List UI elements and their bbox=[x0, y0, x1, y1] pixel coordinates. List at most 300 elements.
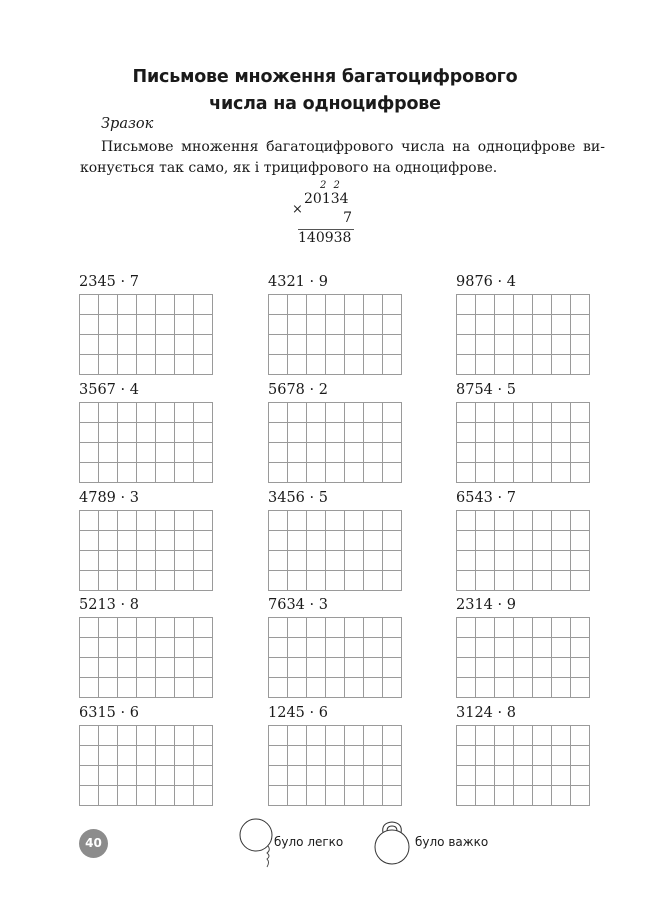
grid-cell[interactable] bbox=[288, 355, 307, 375]
grid-cell[interactable] bbox=[457, 551, 476, 571]
grid-cell[interactable] bbox=[495, 511, 514, 531]
grid-cell[interactable] bbox=[175, 726, 194, 746]
grid-cell[interactable] bbox=[137, 403, 156, 423]
grid-cell[interactable] bbox=[495, 766, 514, 786]
grid-cell[interactable] bbox=[288, 746, 307, 766]
grid-cell[interactable] bbox=[552, 726, 571, 746]
grid-cell[interactable] bbox=[307, 403, 326, 423]
grid-cell[interactable] bbox=[326, 531, 345, 551]
grid-cell[interactable] bbox=[307, 443, 326, 463]
grid-cell[interactable] bbox=[476, 531, 495, 551]
answer-grid[interactable] bbox=[268, 294, 402, 375]
grid-cell[interactable] bbox=[269, 638, 288, 658]
grid-cell[interactable] bbox=[457, 403, 476, 423]
grid-cell[interactable] bbox=[514, 786, 533, 806]
grid-cell[interactable] bbox=[345, 463, 364, 483]
grid-cell[interactable] bbox=[99, 335, 118, 355]
grid-cell[interactable] bbox=[288, 658, 307, 678]
grid-cell[interactable] bbox=[99, 511, 118, 531]
grid-cell[interactable] bbox=[269, 295, 288, 315]
grid-cell[interactable] bbox=[99, 403, 118, 423]
grid-cell[interactable] bbox=[288, 618, 307, 638]
grid-cell[interactable] bbox=[288, 726, 307, 746]
grid-cell[interactable] bbox=[571, 571, 590, 591]
grid-cell[interactable] bbox=[326, 511, 345, 531]
grid-cell[interactable] bbox=[194, 571, 213, 591]
grid-cell[interactable] bbox=[269, 678, 288, 698]
grid-cell[interactable] bbox=[552, 423, 571, 443]
grid-cell[interactable] bbox=[345, 531, 364, 551]
grid-cell[interactable] bbox=[156, 403, 175, 423]
grid-cell[interactable] bbox=[552, 315, 571, 335]
grid-cell[interactable] bbox=[457, 678, 476, 698]
grid-cell[interactable] bbox=[194, 403, 213, 423]
grid-cell[interactable] bbox=[552, 463, 571, 483]
grid-cell[interactable] bbox=[175, 678, 194, 698]
grid-cell[interactable] bbox=[326, 571, 345, 591]
grid-cell[interactable] bbox=[156, 746, 175, 766]
grid-cell[interactable] bbox=[383, 658, 402, 678]
grid-cell[interactable] bbox=[514, 571, 533, 591]
grid-cell[interactable] bbox=[288, 463, 307, 483]
grid-cell[interactable] bbox=[383, 618, 402, 638]
grid-cell[interactable] bbox=[99, 551, 118, 571]
grid-cell[interactable] bbox=[476, 403, 495, 423]
grid-cell[interactable] bbox=[533, 355, 552, 375]
grid-cell[interactable] bbox=[326, 355, 345, 375]
grid-cell[interactable] bbox=[476, 618, 495, 638]
grid-cell[interactable] bbox=[288, 315, 307, 335]
grid-cell[interactable] bbox=[194, 678, 213, 698]
grid-cell[interactable] bbox=[457, 463, 476, 483]
grid-cell[interactable] bbox=[571, 355, 590, 375]
grid-cell[interactable] bbox=[476, 551, 495, 571]
grid-cell[interactable] bbox=[307, 571, 326, 591]
grid-cell[interactable] bbox=[571, 618, 590, 638]
grid-cell[interactable] bbox=[495, 531, 514, 551]
answer-grid[interactable] bbox=[79, 294, 213, 375]
grid-cell[interactable] bbox=[307, 295, 326, 315]
grid-cell[interactable] bbox=[476, 786, 495, 806]
grid-cell[interactable] bbox=[175, 618, 194, 638]
grid-cell[interactable] bbox=[156, 511, 175, 531]
grid-cell[interactable] bbox=[533, 638, 552, 658]
grid-cell[interactable] bbox=[137, 726, 156, 746]
grid-cell[interactable] bbox=[156, 423, 175, 443]
answer-grid[interactable] bbox=[456, 402, 590, 483]
grid-cell[interactable] bbox=[533, 403, 552, 423]
grid-cell[interactable] bbox=[552, 335, 571, 355]
grid-cell[interactable] bbox=[307, 618, 326, 638]
grid-cell[interactable] bbox=[118, 531, 137, 551]
grid-cell[interactable] bbox=[364, 295, 383, 315]
grid-cell[interactable] bbox=[533, 786, 552, 806]
grid-cell[interactable] bbox=[288, 443, 307, 463]
grid-cell[interactable] bbox=[383, 786, 402, 806]
grid-cell[interactable] bbox=[137, 511, 156, 531]
grid-cell[interactable] bbox=[307, 746, 326, 766]
grid-cell[interactable] bbox=[156, 766, 175, 786]
grid-cell[interactable] bbox=[495, 746, 514, 766]
grid-cell[interactable] bbox=[80, 443, 99, 463]
grid-cell[interactable] bbox=[118, 511, 137, 531]
grid-cell[interactable] bbox=[326, 678, 345, 698]
grid-cell[interactable] bbox=[99, 658, 118, 678]
grid-cell[interactable] bbox=[175, 463, 194, 483]
grid-cell[interactable] bbox=[326, 638, 345, 658]
grid-cell[interactable] bbox=[364, 658, 383, 678]
grid-cell[interactable] bbox=[118, 295, 137, 315]
grid-cell[interactable] bbox=[326, 335, 345, 355]
grid-cell[interactable] bbox=[156, 658, 175, 678]
grid-cell[interactable] bbox=[307, 551, 326, 571]
grid-cell[interactable] bbox=[476, 511, 495, 531]
grid-cell[interactable] bbox=[326, 295, 345, 315]
grid-cell[interactable] bbox=[288, 423, 307, 443]
grid-cell[interactable] bbox=[476, 726, 495, 746]
grid-cell[interactable] bbox=[175, 571, 194, 591]
grid-cell[interactable] bbox=[118, 443, 137, 463]
grid-cell[interactable] bbox=[80, 335, 99, 355]
grid-cell[interactable] bbox=[345, 618, 364, 638]
grid-cell[interactable] bbox=[137, 678, 156, 698]
grid-cell[interactable] bbox=[175, 551, 194, 571]
grid-cell[interactable] bbox=[194, 423, 213, 443]
grid-cell[interactable] bbox=[457, 443, 476, 463]
grid-cell[interactable] bbox=[533, 463, 552, 483]
grid-cell[interactable] bbox=[80, 678, 99, 698]
grid-cell[interactable] bbox=[571, 335, 590, 355]
grid-cell[interactable] bbox=[269, 618, 288, 638]
grid-cell[interactable] bbox=[345, 423, 364, 443]
grid-cell[interactable] bbox=[156, 618, 175, 638]
grid-cell[interactable] bbox=[514, 403, 533, 423]
grid-cell[interactable] bbox=[137, 766, 156, 786]
grid-cell[interactable] bbox=[476, 443, 495, 463]
grid-cell[interactable] bbox=[514, 315, 533, 335]
grid-cell[interactable] bbox=[364, 746, 383, 766]
grid-cell[interactable] bbox=[269, 335, 288, 355]
grid-cell[interactable] bbox=[364, 678, 383, 698]
grid-cell[interactable] bbox=[533, 443, 552, 463]
grid-cell[interactable] bbox=[571, 678, 590, 698]
grid-cell[interactable] bbox=[533, 658, 552, 678]
grid-cell[interactable] bbox=[118, 423, 137, 443]
grid-cell[interactable] bbox=[137, 295, 156, 315]
grid-cell[interactable] bbox=[457, 335, 476, 355]
grid-cell[interactable] bbox=[269, 443, 288, 463]
grid-cell[interactable] bbox=[533, 295, 552, 315]
grid-cell[interactable] bbox=[194, 443, 213, 463]
grid-cell[interactable] bbox=[364, 335, 383, 355]
grid-cell[interactable] bbox=[175, 335, 194, 355]
grid-cell[interactable] bbox=[571, 423, 590, 443]
grid-cell[interactable] bbox=[495, 726, 514, 746]
grid-cell[interactable] bbox=[288, 766, 307, 786]
grid-cell[interactable] bbox=[269, 658, 288, 678]
grid-cell[interactable] bbox=[175, 766, 194, 786]
grid-cell[interactable] bbox=[194, 766, 213, 786]
answer-grid[interactable] bbox=[268, 402, 402, 483]
grid-cell[interactable] bbox=[345, 315, 364, 335]
grid-cell[interactable] bbox=[476, 423, 495, 443]
grid-cell[interactable] bbox=[194, 315, 213, 335]
grid-cell[interactable] bbox=[137, 335, 156, 355]
grid-cell[interactable] bbox=[175, 295, 194, 315]
grid-cell[interactable] bbox=[571, 531, 590, 551]
grid-cell[interactable] bbox=[571, 786, 590, 806]
grid-cell[interactable] bbox=[99, 463, 118, 483]
grid-cell[interactable] bbox=[571, 315, 590, 335]
grid-cell[interactable] bbox=[514, 658, 533, 678]
grid-cell[interactable] bbox=[514, 463, 533, 483]
grid-cell[interactable] bbox=[175, 315, 194, 335]
grid-cell[interactable] bbox=[571, 551, 590, 571]
grid-cell[interactable] bbox=[194, 726, 213, 746]
grid-cell[interactable] bbox=[307, 355, 326, 375]
grid-cell[interactable] bbox=[269, 551, 288, 571]
grid-cell[interactable] bbox=[495, 315, 514, 335]
grid-cell[interactable] bbox=[156, 355, 175, 375]
grid-cell[interactable] bbox=[288, 678, 307, 698]
grid-cell[interactable] bbox=[533, 618, 552, 638]
grid-cell[interactable] bbox=[326, 463, 345, 483]
grid-cell[interactable] bbox=[175, 786, 194, 806]
grid-cell[interactable] bbox=[345, 658, 364, 678]
grid-cell[interactable] bbox=[383, 463, 402, 483]
grid-cell[interactable] bbox=[457, 726, 476, 746]
grid-cell[interactable] bbox=[288, 786, 307, 806]
grid-cell[interactable] bbox=[326, 658, 345, 678]
grid-cell[interactable] bbox=[495, 571, 514, 591]
grid-cell[interactable] bbox=[533, 315, 552, 335]
grid-cell[interactable] bbox=[552, 618, 571, 638]
grid-cell[interactable] bbox=[156, 295, 175, 315]
grid-cell[interactable] bbox=[571, 511, 590, 531]
grid-cell[interactable] bbox=[364, 315, 383, 335]
grid-cell[interactable] bbox=[552, 355, 571, 375]
grid-cell[interactable] bbox=[457, 786, 476, 806]
grid-cell[interactable] bbox=[80, 786, 99, 806]
grid-cell[interactable] bbox=[383, 315, 402, 335]
grid-cell[interactable] bbox=[457, 618, 476, 638]
grid-cell[interactable] bbox=[345, 335, 364, 355]
grid-cell[interactable] bbox=[307, 766, 326, 786]
grid-cell[interactable] bbox=[194, 551, 213, 571]
grid-cell[interactable] bbox=[514, 618, 533, 638]
grid-cell[interactable] bbox=[137, 618, 156, 638]
grid-cell[interactable] bbox=[552, 511, 571, 531]
grid-cell[interactable] bbox=[571, 638, 590, 658]
grid-cell[interactable] bbox=[269, 726, 288, 746]
grid-cell[interactable] bbox=[194, 746, 213, 766]
grid-cell[interactable] bbox=[552, 551, 571, 571]
grid-cell[interactable] bbox=[194, 355, 213, 375]
grid-cell[interactable] bbox=[194, 638, 213, 658]
grid-cell[interactable] bbox=[364, 726, 383, 746]
grid-cell[interactable] bbox=[345, 355, 364, 375]
answer-grid[interactable] bbox=[456, 294, 590, 375]
grid-cell[interactable] bbox=[118, 355, 137, 375]
rating-easy[interactable] bbox=[238, 815, 358, 875]
grid-cell[interactable] bbox=[571, 403, 590, 423]
grid-cell[interactable] bbox=[137, 315, 156, 335]
grid-cell[interactable] bbox=[137, 638, 156, 658]
grid-cell[interactable] bbox=[269, 766, 288, 786]
grid-cell[interactable] bbox=[99, 726, 118, 746]
grid-cell[interactable] bbox=[552, 403, 571, 423]
grid-cell[interactable] bbox=[364, 531, 383, 551]
grid-cell[interactable] bbox=[80, 551, 99, 571]
grid-cell[interactable] bbox=[345, 786, 364, 806]
grid-cell[interactable] bbox=[326, 618, 345, 638]
grid-cell[interactable] bbox=[80, 726, 99, 746]
grid-cell[interactable] bbox=[364, 403, 383, 423]
grid-cell[interactable] bbox=[383, 531, 402, 551]
grid-cell[interactable] bbox=[99, 746, 118, 766]
grid-cell[interactable] bbox=[288, 295, 307, 315]
grid-cell[interactable] bbox=[80, 463, 99, 483]
grid-cell[interactable] bbox=[345, 551, 364, 571]
grid-cell[interactable] bbox=[80, 531, 99, 551]
grid-cell[interactable] bbox=[326, 315, 345, 335]
grid-cell[interactable] bbox=[476, 295, 495, 315]
grid-cell[interactable] bbox=[175, 355, 194, 375]
grid-cell[interactable] bbox=[383, 295, 402, 315]
grid-cell[interactable] bbox=[288, 638, 307, 658]
grid-cell[interactable] bbox=[476, 746, 495, 766]
grid-cell[interactable] bbox=[514, 355, 533, 375]
grid-cell[interactable] bbox=[80, 315, 99, 335]
grid-cell[interactable] bbox=[383, 726, 402, 746]
grid-cell[interactable] bbox=[495, 678, 514, 698]
grid-cell[interactable] bbox=[288, 531, 307, 551]
grid-cell[interactable] bbox=[80, 403, 99, 423]
grid-cell[interactable] bbox=[495, 551, 514, 571]
grid-cell[interactable] bbox=[495, 638, 514, 658]
grid-cell[interactable] bbox=[156, 315, 175, 335]
grid-cell[interactable] bbox=[383, 678, 402, 698]
grid-cell[interactable] bbox=[118, 571, 137, 591]
grid-cell[interactable] bbox=[345, 403, 364, 423]
grid-cell[interactable] bbox=[364, 511, 383, 531]
grid-cell[interactable] bbox=[533, 726, 552, 746]
grid-cell[interactable] bbox=[118, 746, 137, 766]
grid-cell[interactable] bbox=[533, 746, 552, 766]
grid-cell[interactable] bbox=[364, 423, 383, 443]
grid-cell[interactable] bbox=[326, 443, 345, 463]
grid-cell[interactable] bbox=[80, 423, 99, 443]
grid-cell[interactable] bbox=[457, 658, 476, 678]
grid-cell[interactable] bbox=[156, 551, 175, 571]
grid-cell[interactable] bbox=[118, 766, 137, 786]
grid-cell[interactable] bbox=[345, 766, 364, 786]
grid-cell[interactable] bbox=[476, 571, 495, 591]
grid-cell[interactable] bbox=[269, 571, 288, 591]
grid-cell[interactable] bbox=[364, 638, 383, 658]
grid-cell[interactable] bbox=[514, 551, 533, 571]
grid-cell[interactable] bbox=[514, 511, 533, 531]
grid-cell[interactable] bbox=[345, 746, 364, 766]
grid-cell[interactable] bbox=[457, 531, 476, 551]
grid-cell[interactable] bbox=[495, 463, 514, 483]
grid-cell[interactable] bbox=[552, 443, 571, 463]
grid-cell[interactable] bbox=[457, 638, 476, 658]
grid-cell[interactable] bbox=[383, 403, 402, 423]
grid-cell[interactable] bbox=[326, 786, 345, 806]
grid-cell[interactable] bbox=[326, 551, 345, 571]
grid-cell[interactable] bbox=[514, 638, 533, 658]
grid-cell[interactable] bbox=[137, 423, 156, 443]
grid-cell[interactable] bbox=[307, 335, 326, 355]
grid-cell[interactable] bbox=[383, 423, 402, 443]
grid-cell[interactable] bbox=[99, 355, 118, 375]
grid-cell[interactable] bbox=[383, 335, 402, 355]
grid-cell[interactable] bbox=[118, 618, 137, 638]
grid-cell[interactable] bbox=[552, 571, 571, 591]
grid-cell[interactable] bbox=[80, 658, 99, 678]
grid-cell[interactable] bbox=[383, 551, 402, 571]
grid-cell[interactable] bbox=[533, 678, 552, 698]
grid-cell[interactable] bbox=[476, 335, 495, 355]
grid-cell[interactable] bbox=[495, 618, 514, 638]
grid-cell[interactable] bbox=[175, 531, 194, 551]
grid-cell[interactable] bbox=[552, 678, 571, 698]
grid-cell[interactable] bbox=[175, 403, 194, 423]
grid-cell[interactable] bbox=[269, 315, 288, 335]
grid-cell[interactable] bbox=[194, 786, 213, 806]
answer-grid[interactable] bbox=[456, 510, 590, 591]
grid-cell[interactable] bbox=[118, 315, 137, 335]
grid-cell[interactable] bbox=[457, 423, 476, 443]
grid-cell[interactable] bbox=[194, 658, 213, 678]
grid-cell[interactable] bbox=[175, 443, 194, 463]
grid-cell[interactable] bbox=[383, 355, 402, 375]
grid-cell[interactable] bbox=[307, 678, 326, 698]
grid-cell[interactable] bbox=[383, 571, 402, 591]
grid-cell[interactable] bbox=[571, 726, 590, 746]
grid-cell[interactable] bbox=[476, 315, 495, 335]
grid-cell[interactable] bbox=[137, 531, 156, 551]
grid-cell[interactable] bbox=[326, 766, 345, 786]
answer-grid[interactable] bbox=[268, 510, 402, 591]
grid-cell[interactable] bbox=[156, 443, 175, 463]
grid-cell[interactable] bbox=[514, 335, 533, 355]
grid-cell[interactable] bbox=[457, 571, 476, 591]
grid-cell[interactable] bbox=[345, 571, 364, 591]
grid-cell[interactable] bbox=[269, 511, 288, 531]
grid-cell[interactable] bbox=[345, 638, 364, 658]
grid-cell[interactable] bbox=[457, 295, 476, 315]
grid-cell[interactable] bbox=[156, 571, 175, 591]
grid-cell[interactable] bbox=[514, 726, 533, 746]
grid-cell[interactable] bbox=[118, 403, 137, 423]
grid-cell[interactable] bbox=[118, 678, 137, 698]
grid-cell[interactable] bbox=[307, 463, 326, 483]
grid-cell[interactable] bbox=[99, 443, 118, 463]
grid-cell[interactable] bbox=[137, 571, 156, 591]
grid-cell[interactable] bbox=[118, 551, 137, 571]
grid-cell[interactable] bbox=[269, 746, 288, 766]
grid-cell[interactable] bbox=[364, 786, 383, 806]
grid-cell[interactable] bbox=[175, 638, 194, 658]
grid-cell[interactable] bbox=[156, 335, 175, 355]
grid-cell[interactable] bbox=[288, 511, 307, 531]
grid-cell[interactable] bbox=[80, 746, 99, 766]
grid-cell[interactable] bbox=[137, 658, 156, 678]
grid-cell[interactable] bbox=[457, 766, 476, 786]
grid-cell[interactable] bbox=[345, 726, 364, 746]
